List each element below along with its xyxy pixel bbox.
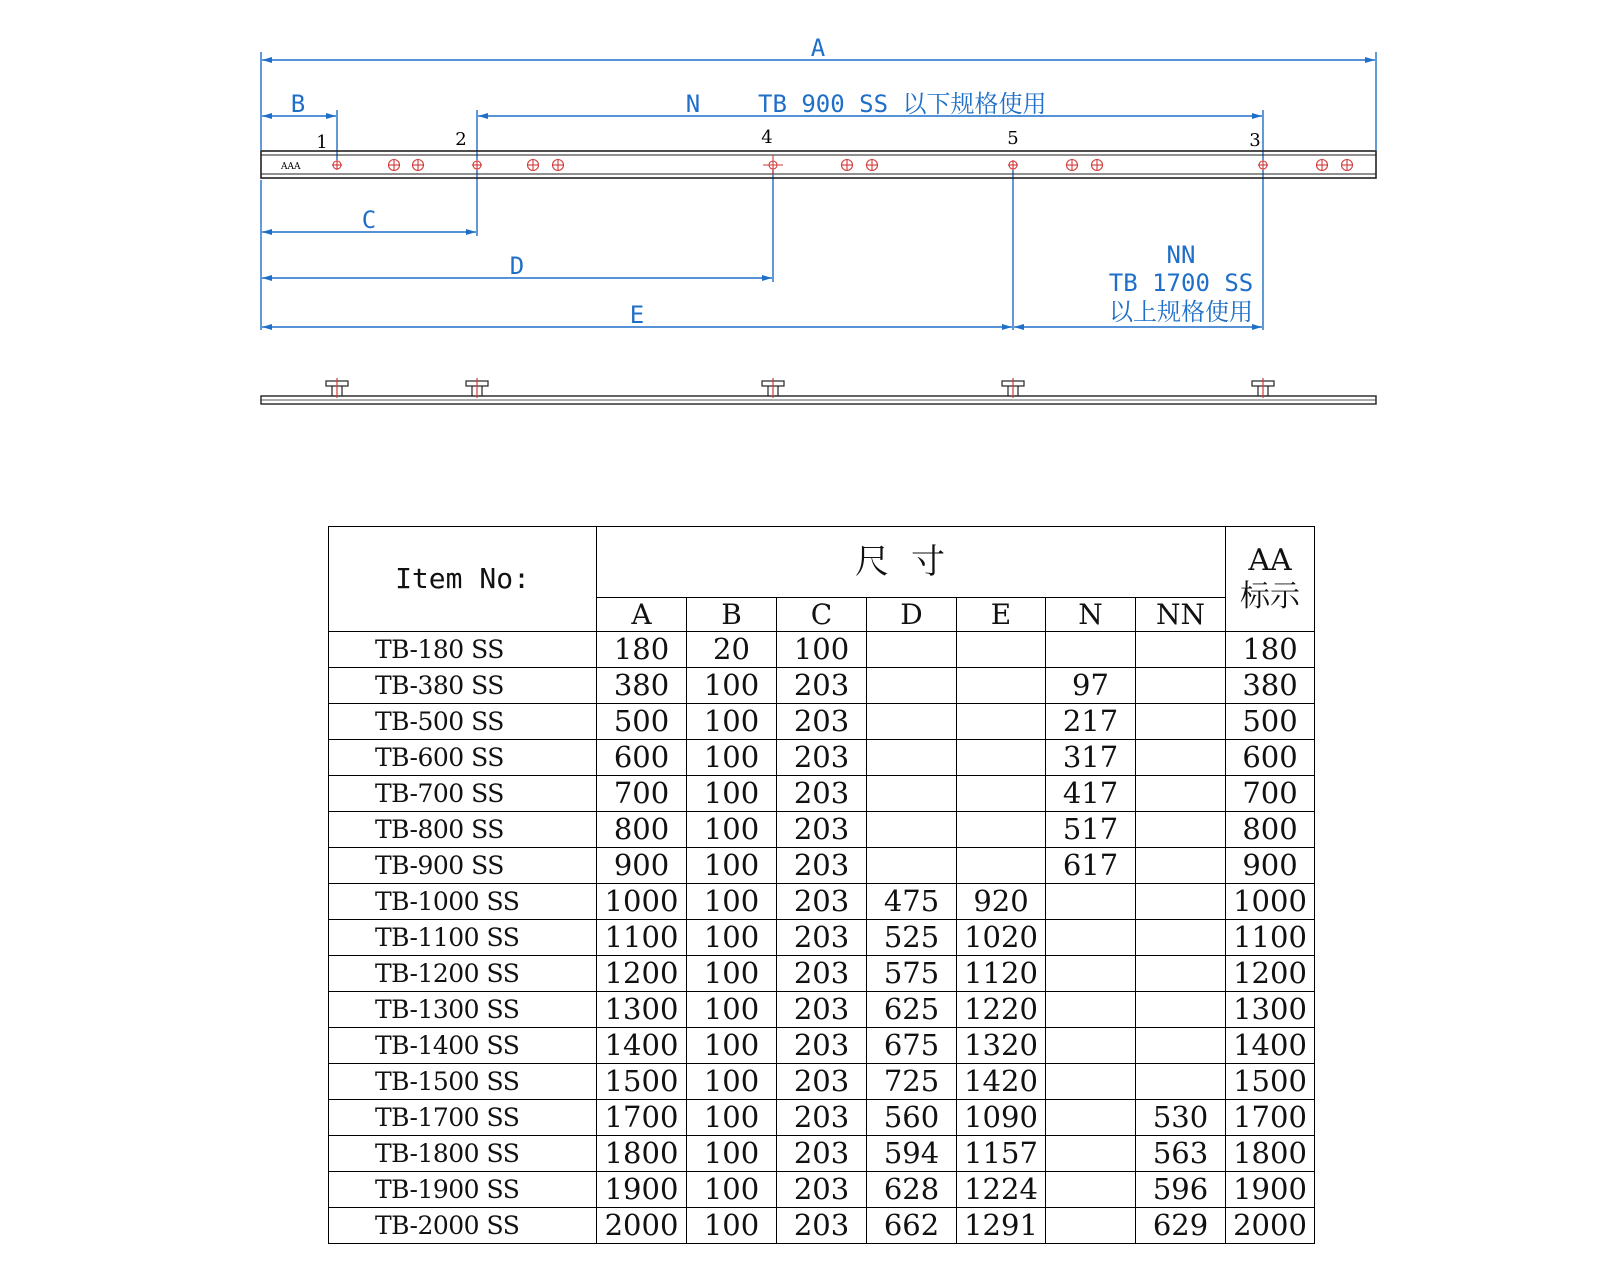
cell-d: 525 [867, 920, 957, 956]
cell-n [1046, 1172, 1136, 1208]
cell-b: 20 [687, 632, 777, 668]
aa-header-line-2: 标示 [1240, 579, 1300, 614]
cell-aa: 1500 [1226, 1064, 1315, 1100]
cell-nn [1136, 704, 1226, 740]
rivet [326, 378, 348, 398]
cell-e: 1090 [957, 1100, 1046, 1136]
cell-nn: 563 [1136, 1136, 1226, 1172]
cell-n [1046, 1064, 1136, 1100]
cell-d [867, 740, 957, 776]
cell-b: 100 [687, 668, 777, 704]
cell-e: 1020 [957, 920, 1046, 956]
col-header-nn: NN [1136, 598, 1226, 632]
cell-a: 1100 [597, 920, 687, 956]
cell-aa: 600 [1226, 740, 1315, 776]
hole-label-1: 1 [316, 132, 328, 153]
cell-d [867, 812, 957, 848]
cell-e: 1157 [957, 1136, 1046, 1172]
cell-a: 500 [597, 704, 687, 740]
cell-aa: 900 [1226, 848, 1315, 884]
item-no-cell: TB-1900 SS [329, 1172, 597, 1208]
table-row [329, 992, 1315, 1028]
cell-b: 100 [687, 1136, 777, 1172]
cell-n [1046, 920, 1136, 956]
cell-n [1046, 1136, 1136, 1172]
rail-drawing [0, 0, 1600, 440]
cell-c: 203 [777, 776, 867, 812]
cell-d [867, 848, 957, 884]
cell-b: 100 [687, 992, 777, 1028]
cell-c: 203 [777, 1136, 867, 1172]
col-header-n: N [1046, 598, 1136, 632]
item-no-cell: TB-1700 SS [329, 1100, 597, 1136]
cell-a: 1000 [597, 884, 687, 920]
cell-c: 203 [777, 1100, 867, 1136]
table-row [329, 956, 1315, 992]
cell-c: 203 [777, 956, 867, 992]
dim-label-nn: NN [1166, 241, 1196, 269]
dim-label-c: C [361, 206, 377, 234]
rail-marking: AAA [281, 162, 301, 172]
cell-c: 203 [777, 920, 867, 956]
aa-header-line-1: AA [1248, 543, 1292, 578]
table-row [329, 1136, 1315, 1172]
cell-b: 100 [687, 1172, 777, 1208]
cell-n [1046, 1028, 1136, 1064]
cell-n [1046, 956, 1136, 992]
cell-e [957, 848, 1046, 884]
cell-nn [1136, 812, 1226, 848]
dim-note-nn-1: TB 1700 SS [1108, 269, 1254, 297]
cell-aa: 380 [1226, 668, 1315, 704]
cell-c: 203 [777, 704, 867, 740]
item-no-cell: TB-1300 SS [329, 992, 597, 1028]
cell-b: 100 [687, 956, 777, 992]
item-no-cell: TB-1400 SS [329, 1028, 597, 1064]
col-header-c: C [777, 598, 867, 632]
cell-d: 725 [867, 1064, 957, 1100]
cell-aa: 1400 [1226, 1028, 1315, 1064]
cell-aa: 700 [1226, 776, 1315, 812]
hole-3 [1258, 160, 1268, 170]
table-row [329, 920, 1315, 956]
cell-aa: 180 [1226, 632, 1315, 668]
cell-a: 1900 [597, 1172, 687, 1208]
table-row [329, 704, 1315, 740]
cell-d: 560 [867, 1100, 957, 1136]
table-row [329, 668, 1315, 704]
table-row [329, 776, 1315, 812]
cell-d: 475 [867, 884, 957, 920]
rivet [1252, 378, 1274, 398]
cell-aa: 1800 [1226, 1136, 1315, 1172]
cell-n [1046, 1100, 1136, 1136]
cell-a: 2000 [597, 1208, 687, 1244]
cell-nn [1136, 632, 1226, 668]
cell-b: 100 [687, 776, 777, 812]
cell-d [867, 704, 957, 740]
cell-e [957, 776, 1046, 812]
cell-aa: 800 [1226, 812, 1315, 848]
cell-a: 1300 [597, 992, 687, 1028]
cell-n [1046, 884, 1136, 920]
cell-d: 594 [867, 1136, 957, 1172]
dim-label-d: D [509, 252, 525, 280]
cell-nn [1136, 1028, 1226, 1064]
cell-c: 203 [777, 1172, 867, 1208]
rail-side-view [261, 378, 1376, 404]
cell-a: 380 [597, 668, 687, 704]
cell-e [957, 740, 1046, 776]
cell-n: 97 [1046, 668, 1136, 704]
dim-label-b: B [290, 90, 306, 118]
cell-a: 1800 [597, 1136, 687, 1172]
table-row [329, 1028, 1315, 1064]
dimension-group-header: 尺寸 [597, 527, 1226, 598]
item-no-cell: TB-600 SS [329, 740, 597, 776]
cell-b: 100 [687, 740, 777, 776]
hole-label-4: 4 [761, 127, 773, 148]
cell-e [957, 812, 1046, 848]
cell-b: 100 [687, 704, 777, 740]
cell-c: 203 [777, 1028, 867, 1064]
cell-a: 700 [597, 776, 687, 812]
cell-d: 628 [867, 1172, 957, 1208]
spec-table-body [329, 632, 1315, 1244]
cell-e: 1320 [957, 1028, 1046, 1064]
table-row [329, 848, 1315, 884]
rivet [1002, 378, 1024, 398]
cell-a: 600 [597, 740, 687, 776]
cell-b: 100 [687, 1208, 777, 1244]
cell-n [1046, 992, 1136, 1028]
table-row [329, 740, 1315, 776]
dim-label-e: E [629, 301, 645, 329]
cell-e [957, 704, 1046, 740]
cell-d: 625 [867, 992, 957, 1028]
item-no-cell: TB-1500 SS [329, 1064, 597, 1100]
cell-aa: 1200 [1226, 956, 1315, 992]
item-no-cell: TB-1100 SS [329, 920, 597, 956]
hole-2 [472, 160, 482, 170]
cell-d: 675 [867, 1028, 957, 1064]
screw-holes [389, 160, 1353, 171]
hole-5 [1008, 160, 1018, 170]
col-header-b: B [687, 598, 777, 632]
cell-c: 203 [777, 812, 867, 848]
cell-aa: 2000 [1226, 1208, 1315, 1244]
dim-label-a: A [810, 34, 826, 62]
item-no-cell: TB-2000 SS [329, 1208, 597, 1244]
mounting-holes [332, 155, 1268, 175]
cell-e: 1224 [957, 1172, 1046, 1208]
cell-a: 1200 [597, 956, 687, 992]
cell-c: 100 [777, 632, 867, 668]
cell-d: 662 [867, 1208, 957, 1244]
cell-nn: 629 [1136, 1208, 1226, 1244]
item-no-cell: TB-900 SS [329, 848, 597, 884]
cell-b: 100 [687, 1064, 777, 1100]
cell-n [1046, 632, 1136, 668]
cell-n: 417 [1046, 776, 1136, 812]
item-no-cell: TB-700 SS [329, 776, 597, 812]
cell-nn [1136, 776, 1226, 812]
item-no-cell: TB-1800 SS [329, 1136, 597, 1172]
cell-b: 100 [687, 812, 777, 848]
cell-n: 217 [1046, 704, 1136, 740]
cell-nn [1136, 956, 1226, 992]
dim-note-n: TB 900 SS 以下规格使用 [758, 90, 1047, 118]
table-row [329, 1064, 1315, 1100]
cell-a: 1700 [597, 1100, 687, 1136]
cell-e [957, 632, 1046, 668]
cell-d [867, 776, 957, 812]
cell-aa: 1000 [1226, 884, 1315, 920]
col-header-a: A [597, 598, 687, 632]
item-no-cell: TB-380 SS [329, 668, 597, 704]
cell-nn [1136, 740, 1226, 776]
cell-c: 203 [777, 1208, 867, 1244]
col-header-d: D [867, 598, 957, 632]
dim-label-n: N [685, 90, 701, 118]
rail-top-view [261, 151, 1376, 178]
cell-c: 203 [777, 668, 867, 704]
cell-a: 800 [597, 812, 687, 848]
cell-d [867, 632, 957, 668]
cell-e [957, 668, 1046, 704]
cell-a: 180 [597, 632, 687, 668]
cell-e: 1220 [957, 992, 1046, 1028]
cell-nn: 530 [1136, 1100, 1226, 1136]
cell-c: 203 [777, 848, 867, 884]
cell-nn [1136, 992, 1226, 1028]
hole-4 [763, 155, 783, 175]
cell-c: 203 [777, 884, 867, 920]
rivet [466, 378, 488, 398]
cell-c: 203 [777, 992, 867, 1028]
cell-aa: 1900 [1226, 1172, 1315, 1208]
table-row [329, 1208, 1315, 1244]
cell-aa: 1700 [1226, 1100, 1315, 1136]
cell-nn [1136, 920, 1226, 956]
cell-aa: 1300 [1226, 992, 1315, 1028]
cell-b: 100 [687, 920, 777, 956]
table-row [329, 632, 1315, 668]
cell-c: 203 [777, 1064, 867, 1100]
table-row [329, 1100, 1315, 1136]
hole-label-5: 5 [1007, 128, 1019, 149]
cell-d [867, 668, 957, 704]
cell-nn: 596 [1136, 1172, 1226, 1208]
cell-nn [1136, 1064, 1226, 1100]
cell-aa: 1100 [1226, 920, 1315, 956]
cell-c: 203 [777, 740, 867, 776]
item-no-cell: TB-500 SS [329, 704, 597, 740]
cell-a: 900 [597, 848, 687, 884]
cell-d: 575 [867, 956, 957, 992]
cell-n [1046, 1208, 1136, 1244]
cell-a: 1400 [597, 1028, 687, 1064]
table-row [329, 812, 1315, 848]
table-row [329, 884, 1315, 920]
rivet [762, 378, 784, 398]
cell-aa: 500 [1226, 704, 1315, 740]
cell-nn [1136, 884, 1226, 920]
cell-n: 617 [1046, 848, 1136, 884]
cell-nn [1136, 668, 1226, 704]
hole-1 [332, 160, 342, 170]
table-row [329, 1172, 1315, 1208]
dim-note-nn-2: 以上规格使用 [1109, 298, 1253, 326]
item-no-cell: TB-180 SS [329, 632, 597, 668]
col-header-e: E [957, 598, 1046, 632]
item-no-cell: TB-800 SS [329, 812, 597, 848]
cell-b: 100 [687, 884, 777, 920]
item-no-cell: TB-1000 SS [329, 884, 597, 920]
cell-b: 100 [687, 1028, 777, 1064]
cell-e: 920 [957, 884, 1046, 920]
cell-a: 1500 [597, 1064, 687, 1100]
cell-e: 1120 [957, 956, 1046, 992]
cell-b: 100 [687, 1100, 777, 1136]
item-no-header: Item No: [329, 527, 597, 632]
spec-table [328, 526, 1315, 1244]
cell-n: 317 [1046, 740, 1136, 776]
cell-nn [1136, 848, 1226, 884]
cell-b: 100 [687, 848, 777, 884]
aa-marking-header [1226, 527, 1315, 632]
hole-label-2: 2 [455, 129, 467, 150]
item-no-cell: TB-1200 SS [329, 956, 597, 992]
cell-n: 517 [1046, 812, 1136, 848]
hole-label-3: 3 [1249, 130, 1261, 151]
cell-e: 1420 [957, 1064, 1046, 1100]
cell-e: 1291 [957, 1208, 1046, 1244]
